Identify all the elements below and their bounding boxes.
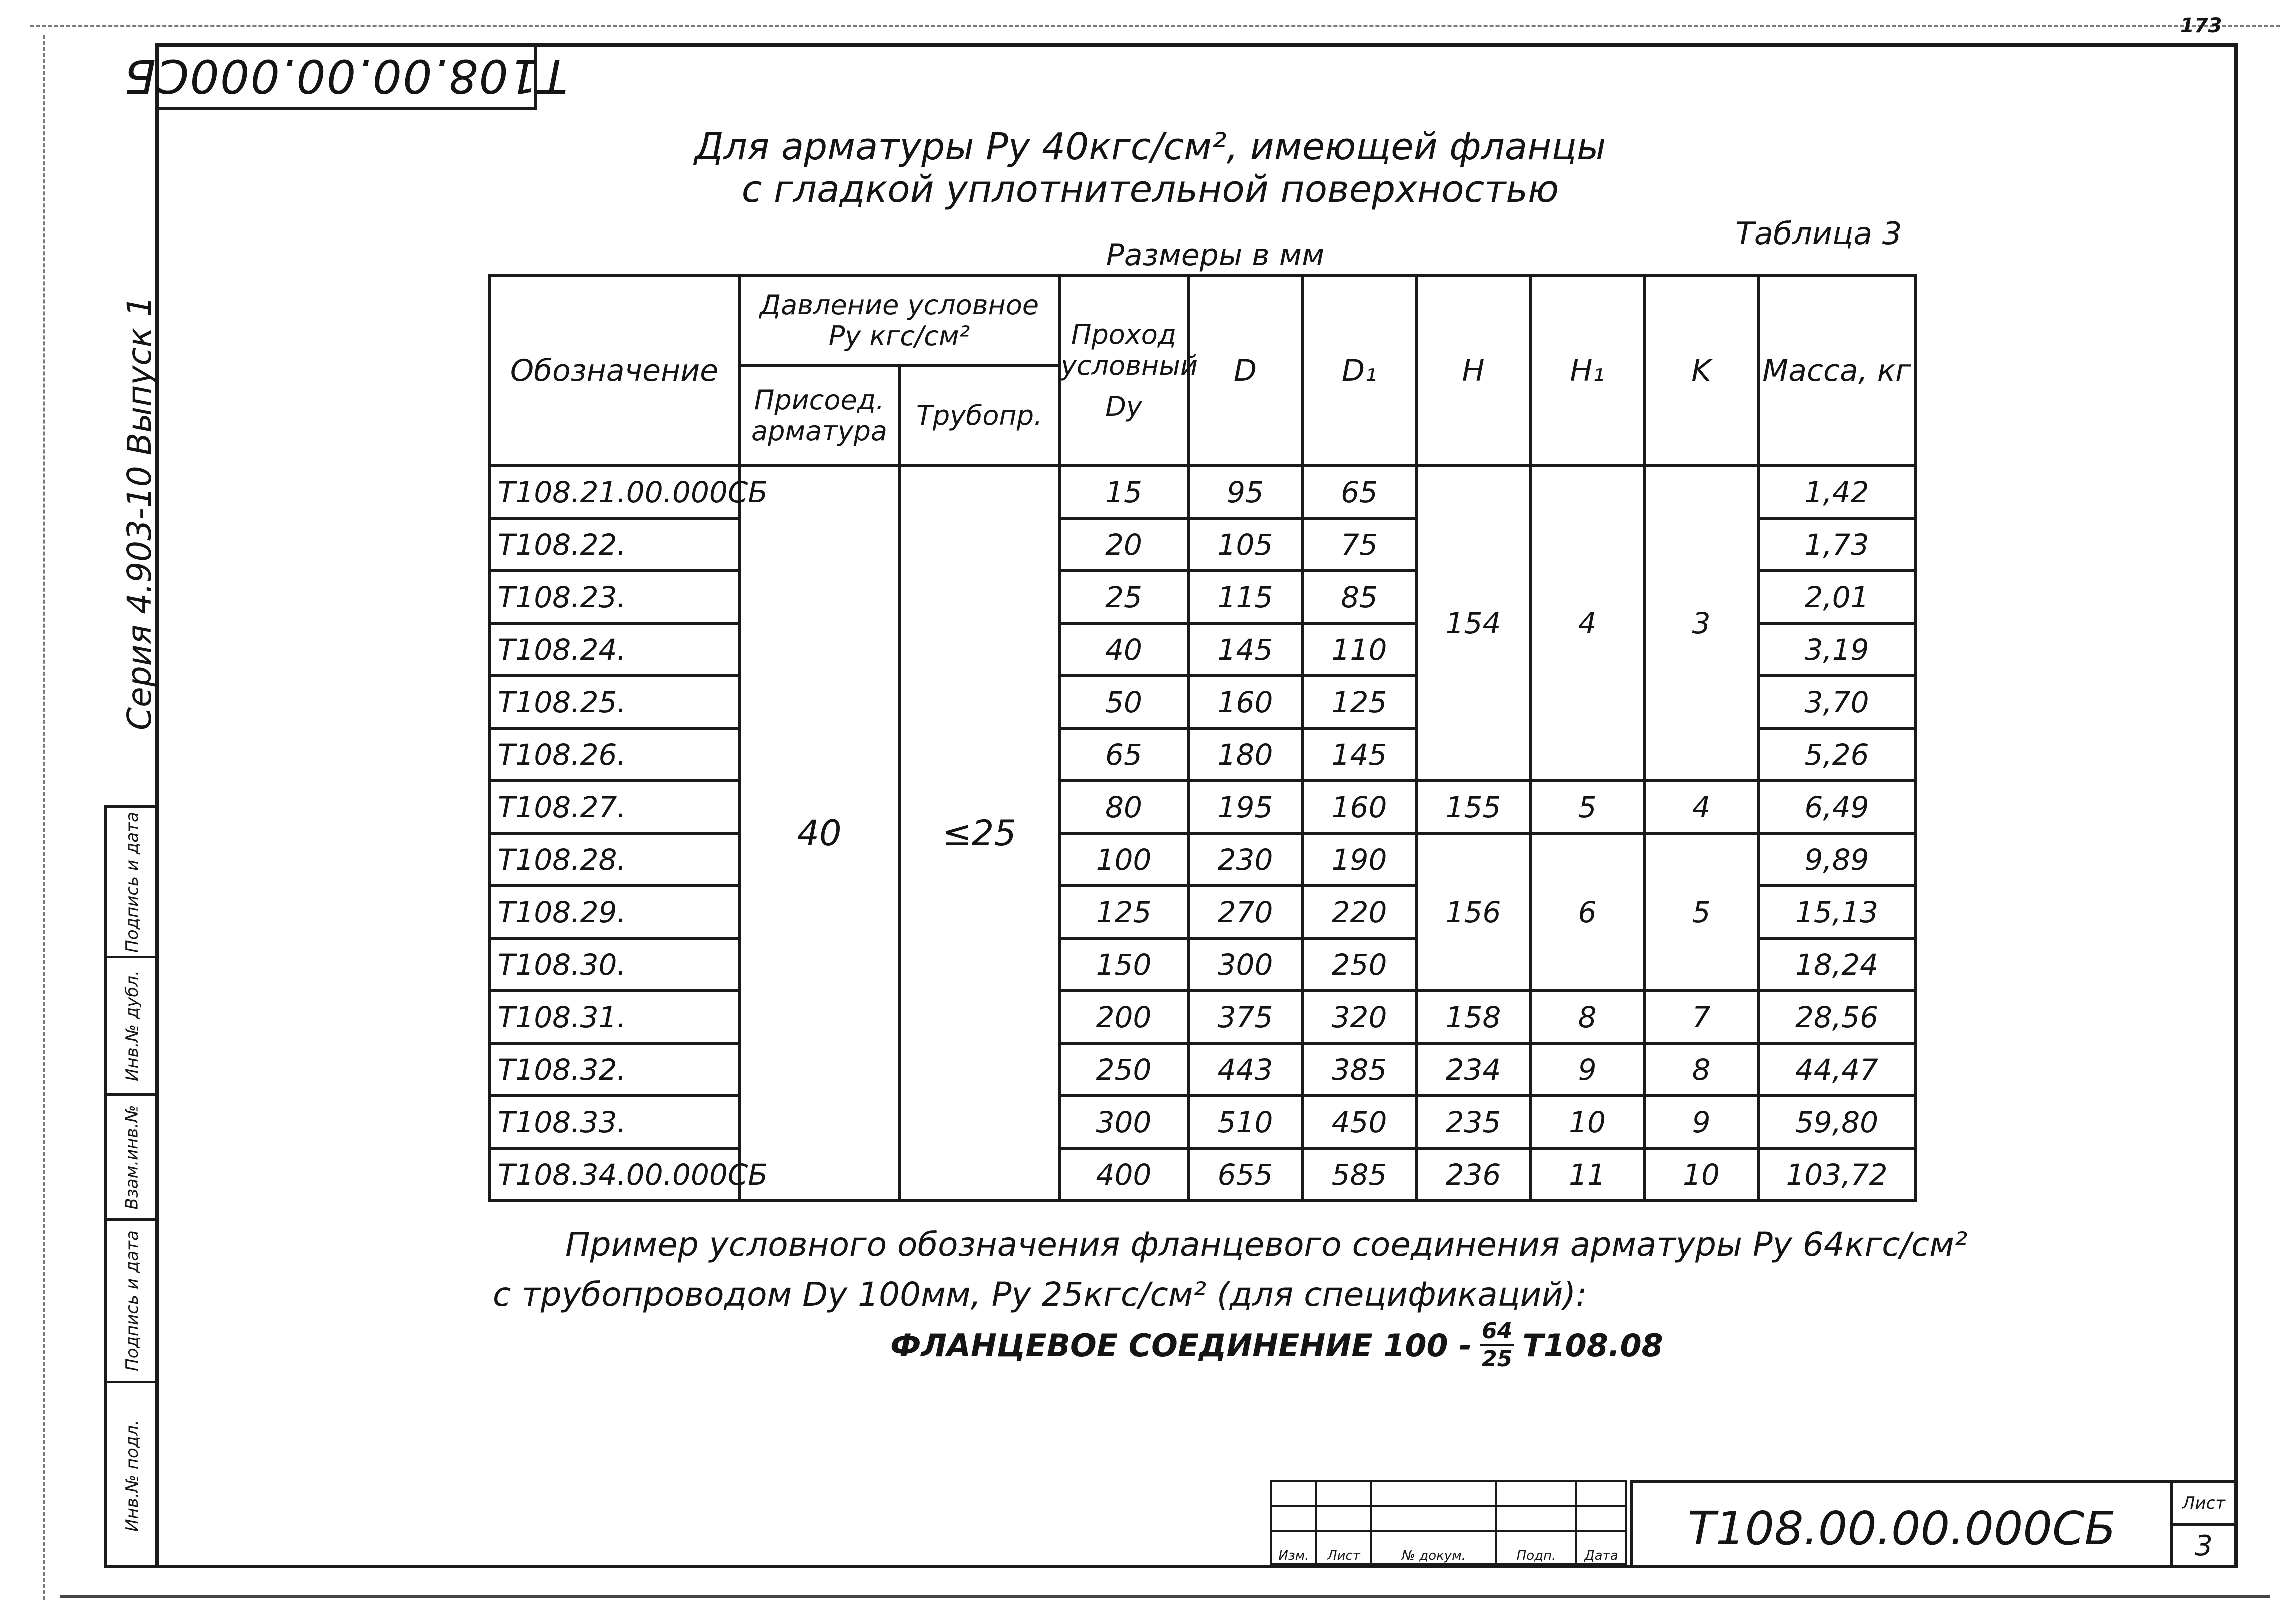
cell-mass: 18,24 bbox=[1758, 938, 1915, 991]
cell-H1-group-2: 5 bbox=[1530, 781, 1644, 833]
cell-H: 234 bbox=[1416, 1043, 1530, 1096]
example-designation bbox=[890, 1320, 1663, 1370]
cell-designation: Т108.30. bbox=[489, 938, 739, 991]
cell-H1-group-3: 6 bbox=[1530, 833, 1644, 991]
header-passage bbox=[1059, 276, 1198, 466]
cell-D: 95 bbox=[1188, 466, 1302, 518]
fraction-denominator: 25 bbox=[1481, 1346, 1513, 1372]
cell-D1: 450 bbox=[1302, 1096, 1416, 1148]
tb-label-sheet: Лист bbox=[1316, 1531, 1371, 1564]
title-block-sheet-label: Лист bbox=[2173, 1483, 2234, 1526]
cell-H-group-2: 155 bbox=[1416, 781, 1530, 833]
header-designation: Обозначение bbox=[489, 276, 739, 466]
table-row bbox=[489, 833, 1915, 886]
cell-K-group-2: 4 bbox=[1644, 781, 1758, 833]
title-block-revision-grid bbox=[1270, 1480, 1627, 1565]
cell-mass: 3,19 bbox=[1758, 623, 1915, 676]
cell-D1: 145 bbox=[1302, 728, 1416, 781]
cell-dy: 40 bbox=[1059, 623, 1188, 676]
cell-D: 145 bbox=[1188, 623, 1302, 676]
header-mass: Масса, кг bbox=[1758, 276, 1915, 466]
cell-H-group-1: 154 bbox=[1416, 466, 1530, 781]
cell-dy: 400 bbox=[1059, 1148, 1188, 1201]
cell-H: 235 bbox=[1416, 1096, 1530, 1148]
header-pressure-pipeline: Трубопр. bbox=[899, 366, 1059, 466]
cell-dy: 20 bbox=[1059, 518, 1188, 571]
cell-designation: Т108.26. bbox=[489, 728, 739, 781]
header-K: K bbox=[1644, 276, 1758, 466]
cell-mass: 1,73 bbox=[1758, 518, 1915, 571]
margin-cell-replace-inv: Взам.инв.№ bbox=[107, 1096, 157, 1221]
fraction-numerator: 64 bbox=[1480, 1320, 1514, 1346]
units-note: Размеры в мм bbox=[1106, 238, 1325, 273]
cell-dy: 65 bbox=[1059, 728, 1188, 781]
cell-mass: 2,01 bbox=[1758, 571, 1915, 623]
cell-D: 510 bbox=[1188, 1096, 1302, 1148]
cell-D: 180 bbox=[1188, 728, 1302, 781]
cell-D1: 385 bbox=[1302, 1043, 1416, 1096]
cell-D: 443 bbox=[1188, 1043, 1302, 1096]
table-number: Таблица 3 bbox=[1735, 215, 1902, 252]
cell-H-group-3: 156 bbox=[1416, 833, 1530, 991]
cell-D: 160 bbox=[1188, 676, 1302, 728]
sheet-corner-number: 173 bbox=[2180, 14, 2222, 37]
cell-designation: Т108.24. bbox=[489, 623, 739, 676]
table-row bbox=[489, 1043, 1915, 1096]
cell-mass: 59,80 bbox=[1758, 1096, 1915, 1148]
tb-label-doc: № докум. bbox=[1371, 1531, 1496, 1564]
cell-mass: 6,49 bbox=[1758, 781, 1915, 833]
cell-dy: 250 bbox=[1059, 1043, 1188, 1096]
cell-dy: 80 bbox=[1059, 781, 1188, 833]
cell-designation: Т108.32. bbox=[489, 1043, 739, 1096]
cell-dy: 125 bbox=[1059, 886, 1188, 938]
cell-mass: 3,70 bbox=[1758, 676, 1915, 728]
cell-D1: 220 bbox=[1302, 886, 1416, 938]
header-pressure-group: Давление условное Ру кгс/см² bbox=[739, 276, 1059, 366]
cell-D1: 125 bbox=[1302, 676, 1416, 728]
header-H1: H₁ bbox=[1530, 276, 1644, 466]
cell-designation: Т108.21.00.000СБ bbox=[489, 466, 739, 518]
cell-dy: 15 bbox=[1059, 466, 1188, 518]
cell-D: 105 bbox=[1188, 518, 1302, 571]
margin-cell-signature-date-2: Подпись и дата bbox=[107, 808, 157, 958]
cell-pressure-pipeline: ≤25 bbox=[899, 466, 1059, 1201]
cell-D1: 160 bbox=[1302, 781, 1416, 833]
cell-dy: 150 bbox=[1059, 938, 1188, 991]
table-row bbox=[489, 1096, 1915, 1148]
flange-dimensions-table bbox=[488, 274, 1917, 1202]
cell-designation: Т108.34.00.000СБ bbox=[489, 1148, 739, 1201]
title-block-sheet-number: 3 bbox=[2195, 1529, 2213, 1562]
cell-pressure-fitting: 40 bbox=[739, 466, 899, 1201]
title-block-sheet bbox=[2170, 1480, 2234, 1565]
cell-K: 7 bbox=[1644, 991, 1758, 1043]
title-line-2: с гладкой уплотнительной поверхностью bbox=[741, 168, 1559, 211]
header-passage-bottom: Dу bbox=[1105, 391, 1142, 423]
title-line-1: Для арматуры Ру 40кгс/см², имеющей фланцы bbox=[694, 125, 1606, 168]
table-row bbox=[489, 991, 1915, 1043]
cell-designation: Т108.23. bbox=[489, 571, 739, 623]
cell-dy: 25 bbox=[1059, 571, 1188, 623]
table-row bbox=[489, 466, 1915, 518]
cell-H1: 11 bbox=[1530, 1148, 1644, 1201]
cell-K: 8 bbox=[1644, 1043, 1758, 1096]
tb-label-sign: Подп. bbox=[1496, 1531, 1576, 1564]
top-code-box bbox=[123, 45, 568, 110]
cell-H: 158 bbox=[1416, 991, 1530, 1043]
scan-edge-left bbox=[43, 35, 45, 1600]
cell-H: 236 bbox=[1416, 1148, 1530, 1201]
cell-designation: Т108.31. bbox=[489, 991, 739, 1043]
margin-cell-signature-date-1: Подпись и дата bbox=[107, 1221, 157, 1383]
top-code-rotated: Т108.00.00.000СБ bbox=[123, 49, 568, 103]
table-row bbox=[489, 1148, 1915, 1201]
margin-stamp-column bbox=[104, 805, 157, 1568]
cell-H1-group-1: 4 bbox=[1530, 466, 1644, 781]
cell-mass: 5,26 bbox=[1758, 728, 1915, 781]
header-pressure-fitting: Присоед. арматура bbox=[739, 366, 899, 466]
cell-designation: Т108.28. bbox=[489, 833, 739, 886]
cell-D1: 190 bbox=[1302, 833, 1416, 886]
cell-D: 230 bbox=[1188, 833, 1302, 886]
example-prefix: ФЛАНЦЕВОЕ СОЕДИНЕНИЕ 100 - bbox=[890, 1327, 1472, 1364]
series-label: Серия 4.903-10 Выпуск 1 bbox=[120, 296, 159, 730]
title-block-labels bbox=[1271, 1531, 1626, 1564]
cell-D: 270 bbox=[1188, 886, 1302, 938]
cell-dy: 300 bbox=[1059, 1096, 1188, 1148]
header-D1: D₁ bbox=[1302, 276, 1416, 466]
cell-D1: 65 bbox=[1302, 466, 1416, 518]
cell-D1: 85 bbox=[1302, 571, 1416, 623]
cell-designation: Т108.25. bbox=[489, 676, 739, 728]
cell-mass: 15,13 bbox=[1758, 886, 1915, 938]
cell-designation: Т108.27. bbox=[489, 781, 739, 833]
cell-mass: 44,47 bbox=[1758, 1043, 1915, 1096]
margin-cell-dup-inv: Инв.№ дубл. bbox=[107, 958, 157, 1096]
margin-cell-orig-inv: Инв.№ подл. bbox=[122, 1420, 143, 1532]
cell-mass: 9,89 bbox=[1758, 833, 1915, 886]
cell-H1: 9 bbox=[1530, 1043, 1644, 1096]
header-H: H bbox=[1416, 276, 1530, 466]
scan-edge-top bbox=[30, 25, 2280, 27]
cell-D1: 75 bbox=[1302, 518, 1416, 571]
cell-D: 655 bbox=[1188, 1148, 1302, 1201]
cell-D: 375 bbox=[1188, 991, 1302, 1043]
cell-D: 195 bbox=[1188, 781, 1302, 833]
pressure-fraction bbox=[1480, 1320, 1514, 1370]
cell-K: 10 bbox=[1644, 1148, 1758, 1201]
cell-H1: 10 bbox=[1530, 1096, 1644, 1148]
cell-K: 9 bbox=[1644, 1096, 1758, 1148]
cell-mass: 28,56 bbox=[1758, 991, 1915, 1043]
cell-designation: Т108.22. bbox=[489, 518, 739, 571]
tb-label-change: Изм. bbox=[1271, 1531, 1316, 1564]
cell-D1: 250 bbox=[1302, 938, 1416, 991]
table-row bbox=[489, 781, 1915, 833]
title-block-document-code: Т108.00.00.000СБ bbox=[1630, 1480, 2170, 1565]
cell-mass: 1,42 bbox=[1758, 466, 1915, 518]
cell-dy: 50 bbox=[1059, 676, 1188, 728]
example-line-1: Пример условного обозначения фланцевого соединения арматуры Ру 64кгс/см² bbox=[565, 1225, 1968, 1264]
cell-K-group-1: 3 bbox=[1644, 466, 1758, 781]
cell-K-group-3: 5 bbox=[1644, 833, 1758, 991]
cell-dy: 100 bbox=[1059, 833, 1188, 886]
cell-D: 115 bbox=[1188, 571, 1302, 623]
header-passage-top: Проход условный bbox=[1061, 318, 1198, 381]
cell-H1: 8 bbox=[1530, 991, 1644, 1043]
cell-mass: 103,72 bbox=[1758, 1148, 1915, 1201]
cell-D1: 585 bbox=[1302, 1148, 1416, 1201]
example-line-2: с трубопроводом Dу 100мм, Ру 25кгс/см² (для спецификаций): bbox=[493, 1275, 1587, 1314]
cell-D1: 110 bbox=[1302, 623, 1416, 676]
header-D: D bbox=[1188, 276, 1302, 466]
cell-dy: 200 bbox=[1059, 991, 1188, 1043]
tb-label-date: Дата bbox=[1576, 1531, 1626, 1564]
cell-D: 300 bbox=[1188, 938, 1302, 991]
example-suffix: Т108.08 bbox=[1522, 1327, 1663, 1364]
cell-designation: Т108.29. bbox=[489, 886, 739, 938]
cell-D1: 320 bbox=[1302, 991, 1416, 1043]
cell-designation: Т108.33. bbox=[489, 1096, 739, 1148]
scan-edge-bottom bbox=[60, 1595, 2270, 1598]
